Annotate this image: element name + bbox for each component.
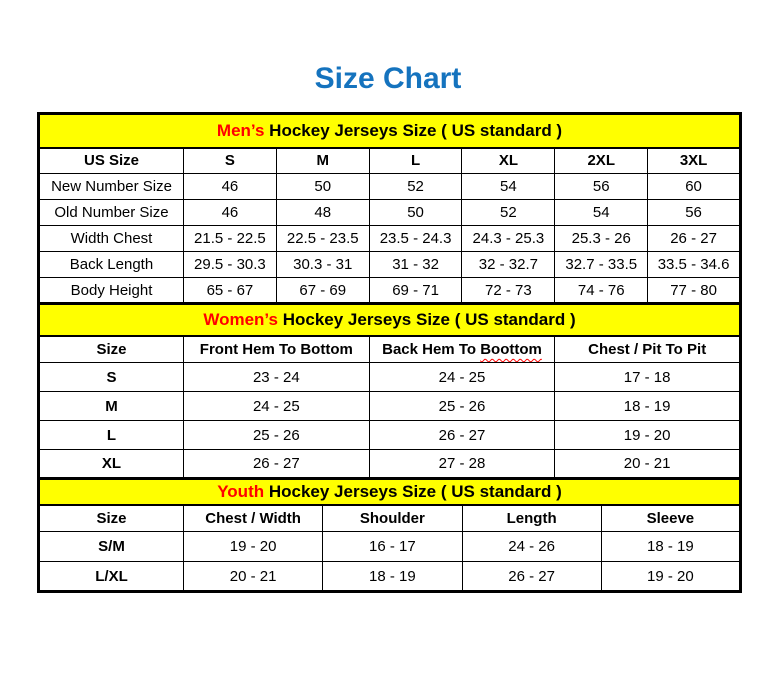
- youth-section-band: [39, 479, 741, 505]
- table-row: [39, 562, 741, 592]
- table-cell: 23 - 24: [184, 363, 370, 392]
- womens-size-table: [37, 302, 742, 480]
- table-cell: 18 - 19: [601, 532, 740, 562]
- table-cell: 72 - 73: [462, 278, 555, 304]
- table-cell: 74 - 76: [555, 278, 648, 304]
- misspelled-word: Boottom: [480, 340, 542, 358]
- table-cell: 29.5 - 30.3: [184, 252, 277, 278]
- column-header: US Size: [39, 148, 184, 174]
- table-cell: 27 - 28: [369, 450, 555, 479]
- row-label: L: [39, 421, 184, 450]
- band-highlight-word: Men’s: [216, 120, 265, 140]
- table-cell: 26 - 27: [369, 421, 555, 450]
- row-label: L/XL: [39, 562, 184, 592]
- table-cell: 18 - 19: [555, 392, 741, 421]
- row-label: XL: [39, 450, 184, 479]
- column-header: S: [184, 148, 277, 174]
- column-header: Front Hem To Bottom: [184, 336, 370, 363]
- table-cell: 24 - 25: [369, 363, 555, 392]
- column-header: 2XL: [555, 148, 648, 174]
- table-cell: 77 - 80: [648, 278, 741, 304]
- table-cell: 16 - 17: [323, 532, 462, 562]
- column-header: XL: [462, 148, 555, 174]
- band-highlight-word: Youth: [217, 481, 265, 501]
- table-cell: 20 - 21: [184, 562, 323, 592]
- table-row: [39, 363, 741, 392]
- table-cell: 20 - 21: [555, 450, 741, 479]
- table-row: [39, 421, 741, 450]
- mens-section-title: Men’s Hockey Jerseys Size ( US standard ): [39, 114, 741, 148]
- table-row: [39, 174, 741, 200]
- row-label: Old Number Size: [39, 200, 184, 226]
- size-chart: [37, 112, 742, 593]
- table-cell: 26 - 27: [462, 562, 601, 592]
- table-cell: 19 - 20: [184, 532, 323, 562]
- row-label: New Number Size: [39, 174, 184, 200]
- table-cell: 52: [369, 174, 462, 200]
- table-cell: 19 - 20: [601, 562, 740, 592]
- table-cell: 31 - 32: [369, 252, 462, 278]
- womens-section-band: [39, 304, 741, 336]
- table-cell: 33.5 - 34.6: [648, 252, 741, 278]
- table-cell: 21.5 - 22.5: [184, 226, 277, 252]
- column-header: Chest / Width: [184, 505, 323, 532]
- row-label: M: [39, 392, 184, 421]
- table-cell: 46: [184, 200, 277, 226]
- table-cell: 69 - 71: [369, 278, 462, 304]
- table-cell: 18 - 19: [323, 562, 462, 592]
- row-label: S/M: [39, 532, 184, 562]
- table-cell: 56: [648, 200, 741, 226]
- mens-size-table: [37, 112, 742, 305]
- table-cell: 56: [555, 174, 648, 200]
- table-cell: 60: [648, 174, 741, 200]
- column-header: Size: [39, 336, 184, 363]
- table-cell: 24 - 26: [462, 532, 601, 562]
- table-cell: 19 - 20: [555, 421, 741, 450]
- womens-section-title: Women’s Hockey Jerseys Size ( US standard ): [39, 304, 741, 336]
- row-label: Body Height: [39, 278, 184, 304]
- column-header: 3XL: [648, 148, 741, 174]
- column-header: M: [276, 148, 369, 174]
- table-cell: 30.3 - 31: [276, 252, 369, 278]
- table-row: [39, 200, 741, 226]
- table-cell: 50: [369, 200, 462, 226]
- table-cell: 46: [184, 174, 277, 200]
- table-cell: 22.5 - 23.5: [276, 226, 369, 252]
- table-cell: 52: [462, 200, 555, 226]
- table-cell: 32.7 - 33.5: [555, 252, 648, 278]
- column-header: Back Hem To Boottom: [369, 336, 555, 363]
- table-cell: 54: [555, 200, 648, 226]
- column-header: L: [369, 148, 462, 174]
- table-row: [39, 532, 741, 562]
- table-cell: 48: [276, 200, 369, 226]
- table-cell: 24 - 25: [184, 392, 370, 421]
- table-cell: 26 - 27: [184, 450, 370, 479]
- table-cell: 65 - 67: [184, 278, 277, 304]
- youth-size-table: [37, 477, 742, 593]
- table-cell: 25 - 26: [184, 421, 370, 450]
- table-cell: 25.3 - 26: [555, 226, 648, 252]
- column-header: Chest / Pit To Pit: [555, 336, 741, 363]
- column-header: Shoulder: [323, 505, 462, 532]
- table-cell: 32 - 32.7: [462, 252, 555, 278]
- table-row: [39, 226, 741, 252]
- table-cell: 67 - 69: [276, 278, 369, 304]
- table-cell: 54: [462, 174, 555, 200]
- table-cell: 17 - 18: [555, 363, 741, 392]
- table-row: [39, 278, 741, 304]
- row-label: S: [39, 363, 184, 392]
- band-highlight-word: Women’s: [203, 309, 278, 329]
- table-row: [39, 450, 741, 479]
- mens-header-row: [39, 148, 741, 174]
- table-row: [39, 392, 741, 421]
- table-cell: 50: [276, 174, 369, 200]
- table-cell: 23.5 - 24.3: [369, 226, 462, 252]
- page-title: Size Chart: [314, 62, 462, 95]
- column-header: Size: [39, 505, 184, 532]
- table-cell: 26 - 27: [648, 226, 741, 252]
- youth-header-row: [39, 505, 741, 532]
- womens-header-row: [39, 336, 741, 363]
- table-row: [39, 252, 741, 278]
- row-label: Back Length: [39, 252, 184, 278]
- row-label: Width Chest: [39, 226, 184, 252]
- column-header: Sleeve: [601, 505, 740, 532]
- table-cell: 24.3 - 25.3: [462, 226, 555, 252]
- youth-section-title: Youth Hockey Jerseys Size ( US standard ): [39, 479, 741, 505]
- column-header: Length: [462, 505, 601, 532]
- table-cell: 25 - 26: [369, 392, 555, 421]
- mens-section-band: [39, 114, 741, 148]
